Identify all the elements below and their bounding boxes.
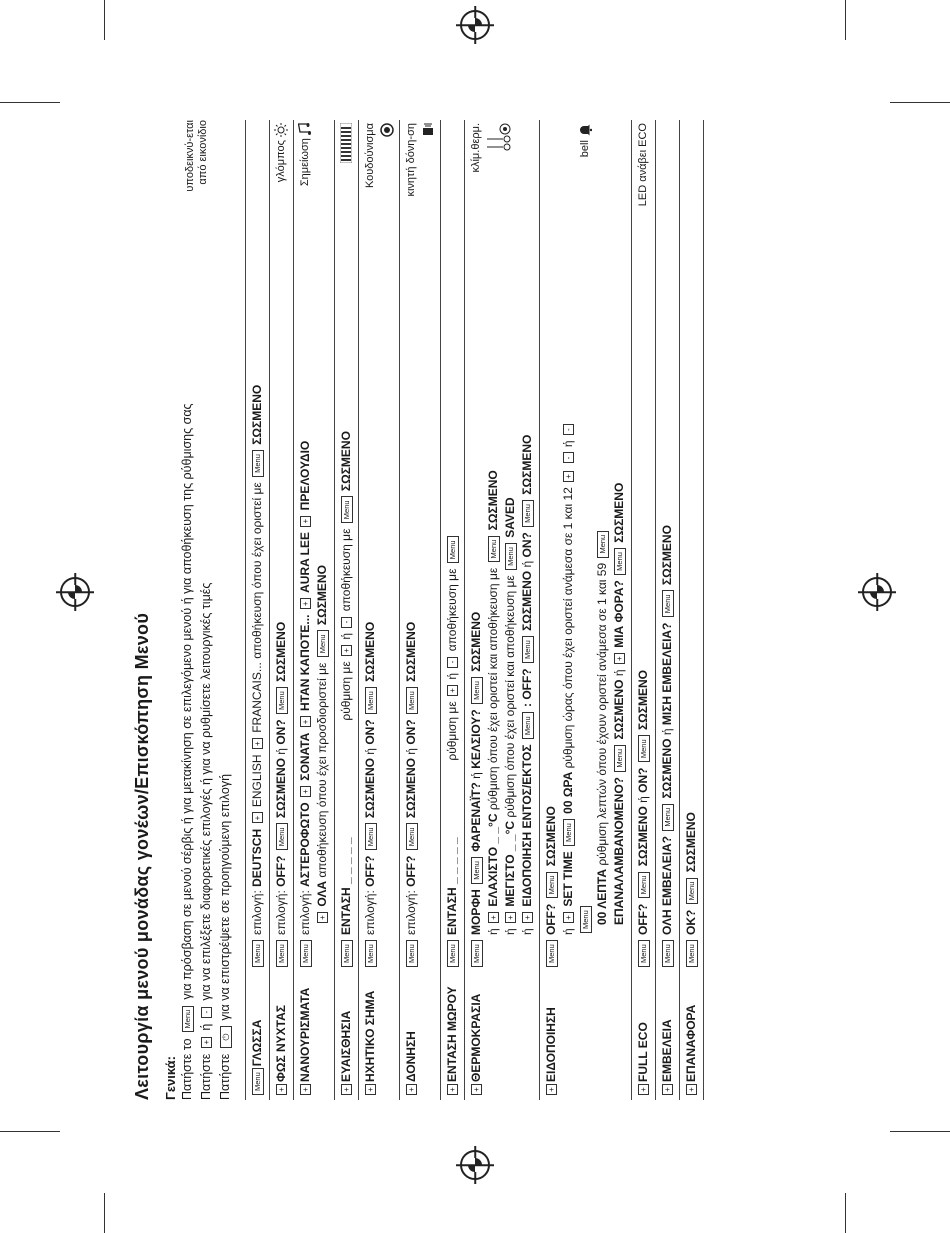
crop-mark: [845, 1193, 846, 1233]
menu-item-description: OFF? Menu ΣΩΣΜΕΝΟ ή + SET TIME Menu 00 ΩΡΑ ρύθμιση ώρας όπου έχει οριστεί ανάμεσα σε 1 και 12 + - ή - Menu 00 ΛΕΠΤΑ ρύθμιση λεπτών όπου έχουν οριστεί ανάμεσα σε 1 και 59 Menu ΕΠΑΝΑΛΑΜΒΑΝΟΜΕΝΟ? Menu ΣΩΣΜΕΝΟ ή + ΜΙΑ ΦΟΡΑ? Menu ΣΩΣΜΕΝΟ: [540, 214, 632, 938]
menu-key-icon: Menu: [597, 531, 609, 558]
bell-icon: [578, 123, 592, 137]
menu-key-icon: Menu: [614, 548, 626, 575]
menu-item-label: ΕΥΑΙΣΘΗΣΙΑ: [339, 1010, 353, 1082]
crop-mark: [890, 102, 950, 103]
crop-mark: [0, 1131, 60, 1132]
menu-key-icon: Menu: [522, 500, 534, 527]
menu-key-icon: Menu: [505, 543, 517, 570]
menu-key-icon: Menu: [686, 940, 698, 967]
menu-key-icon: Menu: [638, 940, 650, 967]
crop-mark: [845, 0, 846, 40]
plus-key-icon: +: [252, 813, 263, 824]
plus-key-icon: +: [505, 912, 516, 923]
menu-key-icon: Menu: [341, 940, 353, 967]
registration-mark-icon: [460, 1150, 490, 1180]
minus-key-icon: -: [447, 657, 458, 668]
registration-mark-icon: [60, 577, 90, 607]
menu-key-icon: Menu: [406, 940, 418, 967]
crop-mark: [890, 1131, 950, 1132]
light-bulb-icon: [274, 123, 288, 137]
menu-key-icon: Menu: [471, 677, 483, 704]
plus-key-icon: +: [201, 1037, 212, 1048]
plus-key-icon: +: [447, 1084, 458, 1095]
plus-key-icon: +: [614, 653, 625, 664]
crop-mark: [0, 102, 60, 103]
general-heading: Γενικά:: [163, 1056, 178, 1100]
instruction-line-plus-minus: Πατήστε + ή - για να επιλέξετε διαφορετικές επιλογές ή για να ρυθμίσετε λειτουργικές τιμές: [199, 582, 213, 1100]
menu-key-icon: Menu: [662, 590, 674, 617]
menu-key-icon: Menu: [406, 687, 418, 714]
menu-key-icon: Menu: [365, 823, 377, 850]
plus-key-icon: +: [471, 1084, 482, 1095]
general-instructions: [178, 120, 235, 1100]
plus-key-icon: +: [300, 516, 311, 527]
menu-key-icon: Menu: [488, 536, 500, 563]
menu-key-icon: Menu: [522, 712, 534, 739]
menu-key-icon: Menu: [252, 450, 264, 477]
plus-key-icon: +: [447, 685, 458, 696]
menu-key-icon: Menu: [365, 940, 377, 967]
registration-mark-icon: [862, 577, 892, 607]
minus-key-icon: -: [563, 424, 574, 435]
menu-key-icon: Menu: [638, 735, 650, 762]
menu-key-icon: Menu: [300, 940, 312, 967]
table-row: [656, 120, 680, 1100]
table-row: +ΔΟΝΗΣΗ Menu επιλογή: OFF? Menu ΣΩΣΜΕΝΟ ή ON? Menu ΣΩΣΜΕΝΟ κινητή δόνη-ση: [400, 120, 441, 1100]
menu-item-label: ΝΑΝΟΥΡΙΣΜΑΤΑ: [298, 987, 312, 1082]
menu-item-label: ΔΟΝΗΣΗ: [404, 1031, 418, 1082]
plus-key-icon: +: [300, 1084, 311, 1095]
plus-key-icon: +: [488, 912, 499, 923]
minus-key-icon: -: [563, 453, 574, 464]
crop-mark: [104, 0, 105, 40]
plus-key-icon: +: [300, 716, 311, 727]
menu-key-icon: Menu: [614, 745, 626, 772]
menu-item-description: επιλογή: ΑΣΤΕΡΟΦΩΤΟ + ΣΟΝΑΤΑ + ΗΤΑΝ ΚΑΠΟΤΕ... + AURA LEE + ΠΡΕΛΟΥΔΙΟ + ΟΛΑ αποθήκευση όπου έχει προσδιοριστεί με Menu ΣΩΣΜΕΝΟ: [294, 214, 335, 938]
table-row: [441, 120, 465, 1100]
menu-key-icon: Menu: [563, 819, 575, 846]
table-row: +ΝΑΝΟΥΡΙΣΜΑΤΑ Menu επιλογή: ΑΣΤΕΡΟΦΩΤΟ + ΣΟΝΑΤΑ + ΗΤΑΝ ΚΑΠΟΤΕ... + AURA LEE + ΠΡΕΛΟΥΔΙΟ + ΟΛΑ αποθήκευση όπου έχει προσδιοριστεί με Menu ΣΩΣΜΕΝΟ Σημείωση: [294, 120, 335, 1100]
menu-item-label: ΕΜΒΕΛΕΙΑ: [660, 1019, 674, 1082]
menu-item-label: ΦΩΣ ΝΥΧΤΑΣ: [274, 1005, 288, 1082]
menu-item-description: επιλογή: DEUTSCH + ENGLISH + FRANCAIS... αποθήκευση όπου έχει οριστεί με Menu ΣΩΣΜΕΝΟ: [246, 214, 270, 938]
menu-item-description: ΕΝΤΑΣΗ _ _ _ _ _ ρύθμιση με + ή - αποθήκευση με Menu ΣΩΣΜΕΝΟ: [335, 214, 359, 938]
menu-item-label: FULL ECO: [636, 1022, 650, 1082]
menu-key-icon: Menu: [638, 872, 650, 899]
menu-item-label: ΕΠΑΝΑΦΟΡΑ: [684, 1004, 698, 1082]
plus-key-icon: +: [252, 738, 263, 749]
music-note-icon: [298, 123, 312, 135]
menu-item-description: ΕΝΤΑΣΗ _ _ _ _ _ ρύθμιση με + ή - αποθήκευση με Menu: [441, 214, 465, 938]
menu-item-label: ΕΝΤΑΣΗ ΜΩΡΟΥ: [445, 986, 459, 1082]
menu-key-icon: Menu: [317, 630, 329, 657]
plus-key-icon: +: [317, 912, 328, 923]
table-row: +ΕΙΔΟΠΟΙΗΣΗ Menu OFF? Menu ΣΩΣΜΕΝΟ ή + SET TIME Menu 00 ΩΡΑ ρύθμιση ώρας όπου έχει οριστεί ανάμεσα σε 1 και 12 + - ή - Menu 00 ΛΕΠΤΑ ρύθμιση λεπτών όπου έχουν οριστεί ανάμεσα σε 1 και 59 Menu ΕΠΑΝΑΛΑΜΒΑΝΟΜΕΝΟ? Menu ΣΩΣΜΕΝΟ ή + ΜΙΑ ΦΟΡΑ? Menu ΣΩΣΜΕΝΟ bell: [540, 120, 632, 1100]
menu-key-icon: Menu: [546, 872, 558, 899]
menu-key-icon: Menu: [252, 940, 264, 967]
minus-key-icon: -: [341, 617, 352, 628]
plus-key-icon: +: [406, 1084, 417, 1095]
menu-item-description: επιλογή: OFF? Menu ΣΩΣΜΕΝΟ ή ON? Menu ΣΩΣΜΕΝΟ: [270, 214, 294, 938]
menu-key-icon: Menu: [365, 687, 377, 714]
menu-key-icon: Menu: [447, 536, 459, 563]
menu-key-icon: Menu: [662, 804, 674, 831]
menu-item-description: επιλογή: OFF? Menu ΣΩΣΜΕΝΟ ή ON? Menu ΣΩΣΜΕΝΟ: [359, 214, 400, 938]
menu-key-icon: Menu: [471, 857, 483, 884]
plus-key-icon: +: [365, 1084, 376, 1095]
menu-item-description: OFF? Menu ΣΩΣΜΕΝΟ ή ON? Menu ΣΩΣΜΕΝΟ: [632, 214, 656, 938]
plus-key-icon: +: [300, 598, 311, 609]
menu-item-label: ΘΕΡΜΟΚΡΑΣΙΑ: [469, 993, 483, 1082]
plus-key-icon: +: [563, 471, 574, 482]
plus-key-icon: +: [662, 1084, 673, 1095]
signal-level-icon: [340, 123, 352, 163]
menu-key-icon: Menu: [686, 878, 698, 905]
menu-key-icon: Menu: [662, 940, 674, 967]
registration-mark-icon: [460, 10, 490, 40]
menu-key-icon: Menu: [276, 823, 288, 850]
plus-key-icon: +: [276, 1084, 287, 1095]
instruction-line-menu: Πατήστε το Menu για πρόσβαση σε μενού σέρβις ή για μετακίνηση σε επιλεγόμενο μενού ή για αποθήκευση της ρύθμισης σας: [180, 403, 194, 1100]
menu-item-description: επιλογή: OFF? Menu ΣΩΣΜΕΝΟ ή ON? Menu ΣΩΣΜΕΝΟ: [400, 214, 441, 938]
vibration-icon: [422, 123, 434, 137]
plus-key-icon: +: [686, 1084, 697, 1095]
eco-note: LED ανάβει ECO: [632, 120, 656, 214]
menu-key-icon: Menu: [406, 823, 418, 850]
menu-key-icon: Menu: [276, 687, 288, 714]
menu-key-icon: Menu: [522, 636, 534, 663]
menu-key-icon: Menu: [182, 1006, 194, 1033]
plus-key-icon: +: [341, 645, 352, 656]
instruction-line-power: Πατήστε ⏻ για να επιστρέψετε σε προηγούμενη επιλογή: [218, 773, 232, 1100]
table-row: +ΦΩΣ ΝΥΧΤΑΣ Menu επιλογή: OFF? Menu ΣΩΣΜΕΝΟ ή ON? Menu ΣΩΣΜΕΝΟ γλόμπος: [270, 120, 294, 1100]
menu-key-icon: Menu: [276, 940, 288, 967]
menu-key-icon: Menu: [546, 940, 558, 967]
plus-key-icon: +: [522, 912, 533, 923]
menu-item-label: ΕΙΔΟΠΟΙΗΣΗ: [544, 1007, 558, 1082]
plus-key-icon: +: [638, 1084, 649, 1095]
table-row: [680, 120, 704, 1100]
menu-item-label: ΓΛΩΣΣΑ: [250, 1019, 264, 1067]
table-row: [335, 120, 359, 1100]
menu-item-description: ΟΚ? Menu ΣΩΣΜΕΝΟ: [680, 214, 704, 938]
plus-key-icon: +: [546, 1084, 557, 1095]
plus-key-icon: +: [341, 1084, 352, 1095]
page-title: Λειτουργία μενού μονάδας γονέων/Επισκόπηση Μενού: [132, 612, 152, 1100]
menu-key-icon: Menu: [447, 940, 459, 967]
menu-key-icon: Menu: [252, 1068, 264, 1095]
plus-key-icon: +: [300, 786, 311, 797]
ringer-icon: [380, 123, 394, 137]
manual-page: [130, 120, 770, 1100]
plus-key-icon: +: [563, 912, 574, 923]
menu-key-icon: Menu: [580, 906, 592, 933]
menu-key-icon: Menu: [341, 496, 353, 523]
menu-item-description: ΜΟΡΦΗ Menu ΦΑΡΕΝΑΪΤ? ή ΚΕΛΣΙΟΥ? Menu ΣΩΣΜΕΝΟ ή + ΕΛΑΧΙΣΤΟ _ _°C ρύθμιση όπου έχει οριστεί και αποθήκευση με Menu ΣΩΣΜΕΝΟ ή + ΜΕΓΙΣΤΟ _ _°C ρύθμιση όπου έχει οριστεί και αποθήκευση με Menu SAVED ή + ΕΙΔΟΠΟΙΗΣΗ ΕΝΤΟΣ/ΕΚΤΟΣ Menu : OFF? Menu ΣΩΣΜΕΝΟ ή ON? Menu ΣΩΣΜΕΝΟ: [465, 214, 540, 938]
table-row: +ΗΧΗΤΙΚΟ ΣΗΜΑ Menu επιλογή: OFF? Menu ΣΩΣΜΕΝΟ ή ON? Menu ΣΩΣΜΕΝΟ Κουδούνισμα: [359, 120, 400, 1100]
table-row: +ΘΕΡΜΟΚΡΑΣΙΑ Menu ΜΟΡΦΗ Menu ΦΑΡΕΝΑΪΤ? ή ΚΕΛΣΙΟΥ? Menu ΣΩΣΜΕΝΟ ή + ΕΛΑΧΙΣΤΟ _ _°C ρύθμιση όπου έχει οριστεί και αποθήκευση με Menu ΣΩΣΜΕΝΟ ή + ΜΕΓΙΣΤΟ _ _°C ρύθμιση όπου έχει οριστεί και αποθήκευση με Menu SAVED ή + ΕΙΔΟΠΟΙΗΣΗ ΕΝΤΟΣ/ΕΚΤΟΣ Menu : OFF? Menu ΣΩΣΜΕΝΟ ή ON? Menu ΣΩΣΜΕΝΟ κλίμ.θερμ.: [465, 120, 540, 1100]
thermometer-icon: [485, 123, 515, 153]
menu-key-icon: Menu: [471, 940, 483, 967]
menu-item-label: ΗΧΗΤΙΚΟ ΣΗΜΑ: [363, 990, 377, 1082]
menu-overview-table: [245, 120, 704, 1100]
power-key-icon: ⏻: [220, 1027, 232, 1048]
table-row: [632, 120, 656, 1100]
minus-key-icon: -: [201, 1007, 212, 1018]
icon-note: υποδεικνύ-εται από εικονίδιο: [184, 120, 209, 192]
crop-mark: [104, 1193, 105, 1233]
menu-item-description: ΟΛΗ ΕΜΒΕΛΕΙΑ? Menu ΣΩΣΜΕΝΟ ή ΜΙΣΗ ΕΜΒΕΛΕΙΑ? Menu ΣΩΣΜΕΝΟ: [656, 214, 680, 938]
table-row: [246, 120, 270, 1100]
